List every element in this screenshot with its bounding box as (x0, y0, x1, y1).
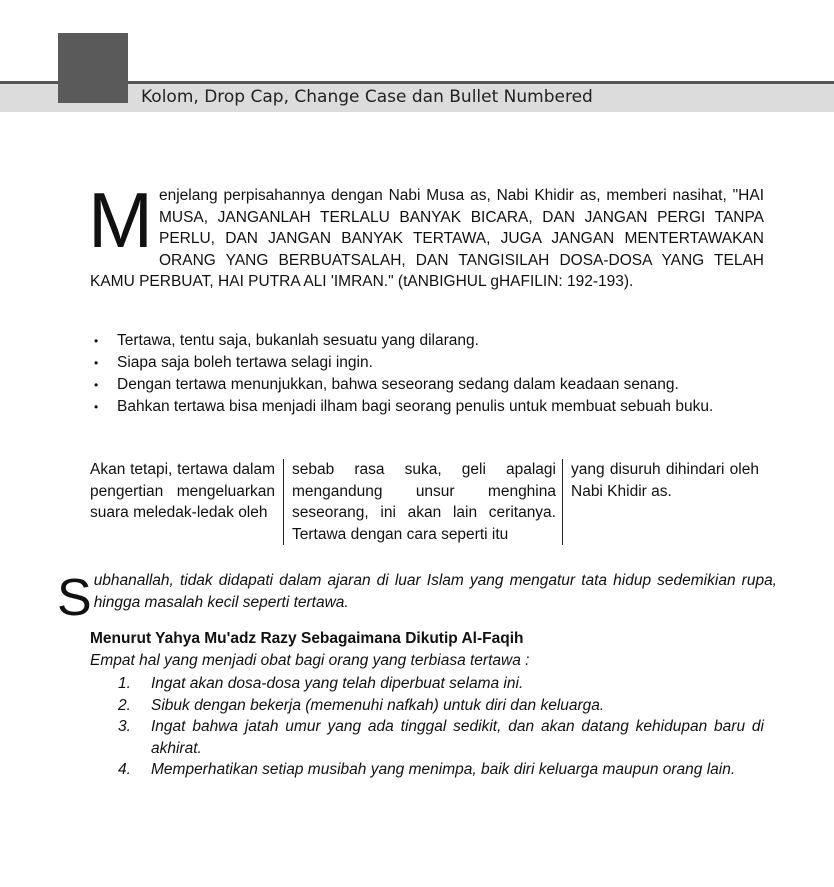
item-text: Ingat akan dosa-dosa yang telah diperbuat selama ini. (151, 675, 524, 692)
numbered-item (118, 716, 764, 759)
bullet-item: • Dengan tertawa menunjukkan, bahwa seseorang sedang dalam keadaan senang. (90, 374, 740, 396)
three-column-block (90, 459, 764, 545)
numbered-item (118, 673, 764, 695)
drop-cap-s: S (57, 569, 92, 627)
bullet-item: • Tertawa, tentu saja, bukanlah sesuatu yang dilarang. (90, 330, 740, 352)
item-number: 2. (118, 696, 131, 714)
item-number: 4. (118, 761, 131, 778)
column-1: Akan tetapi, tertawa dalam pengertian mengeluarkan suara meledak-ledak oleh (90, 459, 284, 545)
numbered-item (118, 695, 764, 717)
subhanallah-paragraph (57, 569, 777, 627)
item-number: 3. (118, 718, 131, 735)
section-heading: Menurut Yahya Mu'adz Razy Sebagaimana Dikutip Al-Faqih (90, 630, 524, 647)
header-block (58, 33, 128, 103)
column-3: yang disuruh dihindari oleh Nabi Khidir as. (571, 461, 759, 500)
page-header-title: Kolom, Drop Cap, Change Case dan Bullet Numbered (141, 87, 593, 107)
numbered-item (118, 759, 764, 781)
item-text: Sibuk dengan bekerja (memenuhi nafkah) untuk diri dan keluarga. (151, 696, 605, 714)
numbered-list (118, 673, 764, 781)
column-2: sebab rasa suka, geli apalagi mengandung unsur menghina seseorang, ini akan lain ceritanya. Tertawa dengan cara seperti itu (284, 459, 563, 545)
item-text: Ingat bahwa jatah umur yang ada tinggal sedikit, dan akan datang kehidupan baru di akhirat. (151, 718, 764, 757)
bullet-item: • Siapa saja boleh tertawa selagi ingin. (90, 352, 740, 374)
section-intro: Empat hal yang menjadi obat bagi orang yang terbiasa tertawa : (90, 652, 530, 669)
item-text: Memperhatikan setiap musibah yang menimpa, baik diri keluarga maupun orang lain. (151, 761, 736, 778)
bullet-item: • Bahkan tertawa bisa menjadi ilham bagi seorang penulis untuk membuat sebuah buku. (90, 396, 740, 418)
bullet-list (90, 330, 740, 418)
subhanallah-paragraph-text: ubhanallah, tidak didapati dalam ajaran di luar Islam yang mengatur tata hidup sedemikian rupa, hingga masalah kecil seperti tertawa. (93, 572, 777, 611)
intro-paragraph-text: enjelang perpisahannya dengan Nabi Musa as, Nabi Khidir as, memberi nasihat, "HAI MUSA, JANGANLAH TERLALU BANYAK BICARA, DAN JANGAN PERGI TANPA PERLU, DAN JANGAN BANYAK TERTAWA, JUGA JANGAN MENTERTAWAKAN ORANG YANG BERBUATSALAH, DAN TANGISILAH DOSA-DOSA YANG TELAH KAMU PERBUAT, HAI PUTRA ALI 'IMRAN." (tANBIGHUL gHAFILIN: 192-193). (90, 187, 764, 290)
item-number: 1. (118, 675, 131, 692)
drop-cap-m: M (88, 176, 153, 264)
intro-paragraph (88, 176, 764, 293)
